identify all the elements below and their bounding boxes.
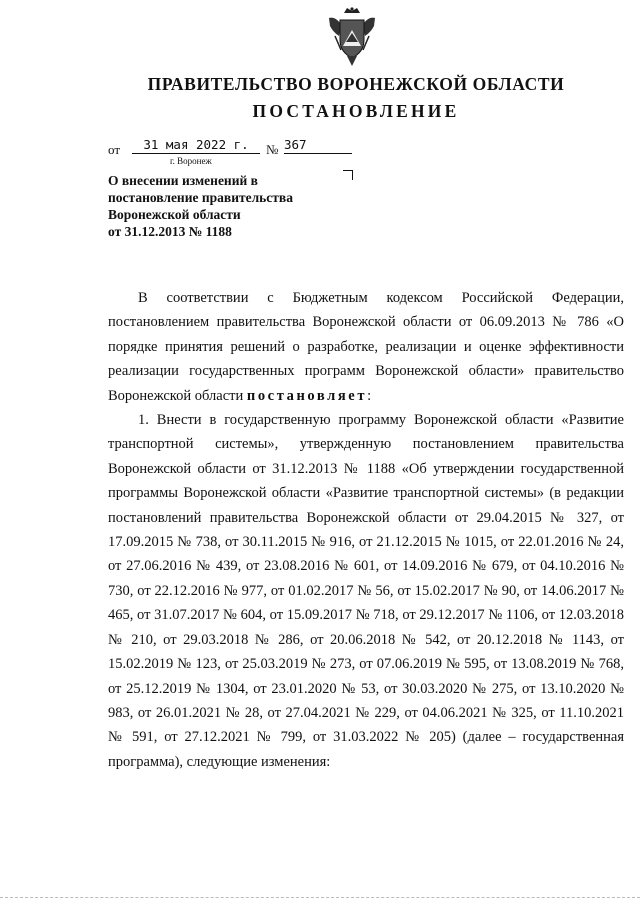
document-number: 367 (284, 137, 352, 154)
date-from-label: от (108, 142, 121, 157)
document-subject (108, 172, 348, 240)
preamble-end: : (367, 387, 372, 404)
preamble-text: В соответствии с Бюджетным кодексом Российской Федерации, постановлением правительства Воронежской области от 06.09.2013 № 786 «О порядке принятия решений о разработке, реализации и оценке эффективности реализации государственных программ Воронежской области» правительство Воронежской области (108, 290, 624, 404)
document-body (108, 286, 624, 774)
preamble-paragraph (108, 286, 624, 408)
page-edge-line (0, 897, 640, 899)
document-type-title: ПОСТАНОВЛЕНИЕ (252, 101, 460, 121)
coat-of-arms-emblem (327, 6, 377, 68)
document-city: г. Воронеж (170, 156, 212, 166)
resolves-word: постановляет (246, 387, 368, 404)
document-date: 31 мая 2022 г. (132, 137, 260, 154)
item-1-paragraph: 1. Внести в государственную программу Воронежской области «Развитие транспортной системы», утвержденную постановлением правительства Воронежской области от 31.12.2013 № 1188 «Об утверждении государственной программы Воронежской области «Развитие транспортной системы» (в редакции постановлений правительства Воронежской области от 29.04.2015 № 327, от 17.09.2015 № 738, от 30.11.2015 № 916, от 21.12.2015 № 1015, от 22.01.2016 № 24, от 27.06.2016 № 439, от 23.08.2016 № 601, от 14.09.2016 № 679, от 04.10.2016 № 730, от 22.12.2016 № 977, от 01.02.2017 № 56, от 15.02.2017 № 90, от 14.06.2017 № 465, от 31.07.2017 № 604, от 15.09.2017 № 718, от 29.12.2017 № 1106, от 12.03.2018 № 210, от 29.03.2018 № 286, от 20.06.2018 № 542, от 20.12.2018 № 1143, от 15.02.2019 № 123, от 25.03.2019 № 273, от 07.06.2019 № 595, от 13.08.2019 № 768, от 25.12.2019 № 1304, от 23.01.2020 № 53, от 30.03.2020 № 275, от 13.10.2020 № 983, от 26.01.2021 № 28, от 27.04.2021 № 229, от 04.06.2021 № 325, от 11.10.2021 № 591, от 27.12.2021 № 799, от 31.03.2022 № 205) (далее – государственная программа), следующие изменения: (108, 412, 624, 770)
subject-line: постановление правительства (108, 190, 293, 205)
government-title: ПРАВИТЕЛЬСТВО ВОРОНЕЖСКОЙ ОБЛАСТИ (147, 74, 565, 94)
subject-line: О внесении изменений в (108, 173, 258, 188)
subject-line: Воронежской области (108, 207, 241, 222)
document-number-label: № (266, 142, 279, 157)
subject-line: от 31.12.2013 № 1188 (108, 224, 232, 239)
